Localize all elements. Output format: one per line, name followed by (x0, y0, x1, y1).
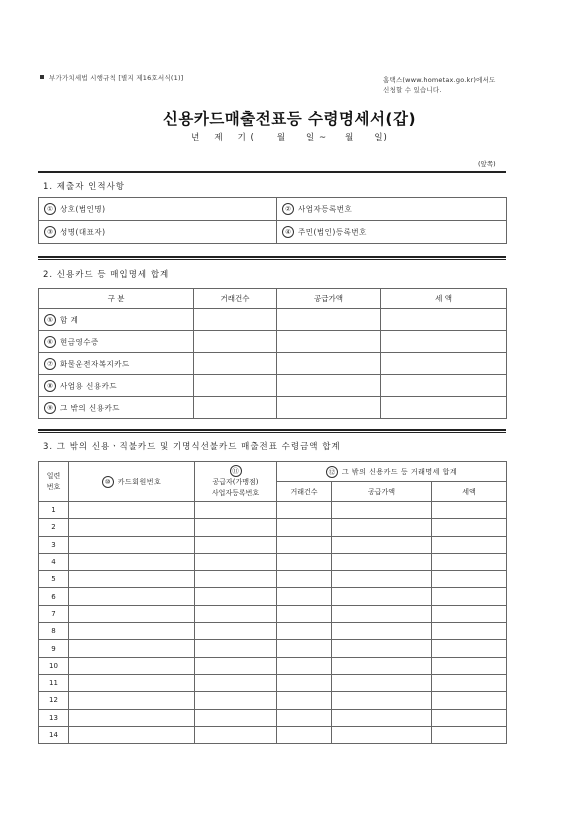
table-row (39, 536, 507, 553)
tax-cell[interactable] (432, 605, 507, 622)
page-title: 신용카드매출전표등 수령명세서(갑) (162, 110, 417, 128)
count-cell[interactable] (277, 502, 332, 519)
supply-amount-cell[interactable] (332, 657, 432, 674)
header-supplier-reg-number (195, 462, 277, 502)
serial-number-cell: 1 (39, 502, 69, 519)
period-day-from: 일 ~ (306, 133, 328, 143)
supply-amount-cell[interactable] (332, 588, 432, 605)
supply-amount-cell[interactable] (332, 502, 432, 519)
period-year: 년 (191, 133, 201, 143)
section3-title: 3. 그 밖의 신용ㆍ직불카드 및 기명식선불카드 매출전표 수령금액 합계 (43, 442, 341, 452)
table-row (39, 309, 507, 331)
supplier-reg-number-cell[interactable] (195, 588, 277, 605)
row-label-text: 그 밖의 신용카드 (60, 403, 120, 412)
section2-table (38, 288, 507, 419)
supply-amount-cell[interactable] (277, 309, 381, 331)
table-row (39, 640, 507, 657)
tax-cell[interactable] (432, 726, 507, 743)
count-cell[interactable] (277, 709, 332, 726)
hometax-note (383, 75, 496, 95)
tax-cell[interactable] (381, 331, 507, 353)
count-cell[interactable] (277, 519, 332, 536)
serial-number-cell: 2 (39, 519, 69, 536)
count-cell[interactable] (277, 536, 332, 553)
section2-top-rule (38, 256, 506, 258)
resident-reg-number-label: 주민(법인)등록번호 (298, 227, 367, 237)
supply-amount-cell[interactable] (277, 353, 381, 375)
row-label (39, 353, 194, 375)
table-row (39, 605, 507, 622)
tax-cell[interactable] (432, 571, 507, 588)
supplier-reg-number-cell[interactable] (195, 502, 277, 519)
header-detail-label: 그 밖의 신용카드 등 거래명세 합계 (341, 467, 458, 476)
card-number-cell[interactable] (69, 709, 195, 726)
serial-number-cell: 5 (39, 571, 69, 588)
count-cell[interactable] (277, 726, 332, 743)
tax-cell[interactable] (432, 536, 507, 553)
card-number-cell[interactable] (69, 588, 195, 605)
card-number-cell[interactable] (69, 553, 195, 570)
tax-cell[interactable] (432, 640, 507, 657)
section3-rows (39, 502, 507, 744)
period-month-from: 월 (276, 133, 287, 143)
card-number-cell[interactable] (69, 726, 195, 743)
count-cell[interactable] (277, 692, 332, 709)
circled-number-7: ⑦ (44, 358, 56, 370)
circled-number-1: ① (44, 203, 56, 215)
serial-number-cell: 9 (39, 640, 69, 657)
supplier-reg-number-cell[interactable] (195, 657, 277, 674)
count-cell[interactable] (194, 331, 277, 353)
tax-cell[interactable] (381, 309, 507, 331)
row-label-text: 사업용 신용카드 (60, 381, 118, 390)
supplier-reg-number-cell[interactable] (195, 726, 277, 743)
supply-amount-cell[interactable] (332, 519, 432, 536)
supplier-reg-number-cell[interactable] (195, 571, 277, 588)
count-cell[interactable] (194, 375, 277, 397)
header-count: 거래건수 (194, 289, 277, 309)
supplier-reg-number-cell[interactable] (195, 519, 277, 536)
card-number-cell[interactable] (69, 623, 195, 640)
period-line (0, 131, 579, 143)
tax-cell[interactable] (432, 588, 507, 605)
header-supplier-line1: 공급자(가맹점) (212, 477, 259, 486)
row-label (39, 375, 194, 397)
card-number-cell[interactable] (69, 502, 195, 519)
header-tax: 세 액 (381, 289, 507, 309)
subheader-tax: 세액 (432, 482, 507, 502)
circled-number-12: ⑫ (326, 466, 338, 478)
page-side-label: (앞쪽) (478, 160, 496, 168)
card-number-cell[interactable] (69, 571, 195, 588)
tax-cell[interactable] (432, 674, 507, 691)
count-cell[interactable] (277, 605, 332, 622)
circled-number-5: ⑤ (44, 314, 56, 326)
hometax-note-line2: 신청할 수 있습니다. (383, 86, 442, 94)
form-reference (40, 73, 183, 82)
tax-cell[interactable] (432, 553, 507, 570)
supplier-reg-number-cell[interactable] (195, 605, 277, 622)
header-category: 구 분 (39, 289, 194, 309)
count-cell[interactable] (277, 657, 332, 674)
table-row (39, 519, 507, 536)
supply-amount-cell[interactable] (277, 331, 381, 353)
card-number-cell[interactable] (69, 605, 195, 622)
section3-table (38, 461, 507, 744)
section1-title: 1. 제출자 인적사항 (43, 182, 125, 192)
circled-number-8: ⑧ (44, 380, 56, 392)
serial-number-cell: 11 (39, 674, 69, 691)
table-row (39, 726, 507, 743)
table-row (39, 692, 507, 709)
count-cell[interactable] (277, 640, 332, 657)
section3-top-rule (38, 429, 506, 431)
supply-amount-cell[interactable] (332, 571, 432, 588)
table-row (39, 331, 507, 353)
row-label (39, 309, 194, 331)
circled-number-11: ⑪ (230, 465, 242, 477)
header-card-label: 카드회원번호 (117, 477, 162, 486)
period-day-to: 일) (374, 133, 388, 143)
supply-amount-cell[interactable] (332, 674, 432, 691)
count-cell[interactable] (277, 571, 332, 588)
table-row (39, 709, 507, 726)
tax-cell[interactable] (432, 519, 507, 536)
card-number-cell[interactable] (69, 640, 195, 657)
header-card-member-number (69, 462, 195, 502)
supplier-reg-number-cell[interactable] (195, 536, 277, 553)
representative-name-field[interactable] (39, 221, 277, 244)
bullet-square-icon (40, 75, 44, 79)
period-month-to: 월 (345, 133, 355, 143)
business-reg-number-label: 사업자등록번호 (298, 204, 353, 214)
supplier-reg-number-cell[interactable] (195, 674, 277, 691)
serial-number-cell: 13 (39, 709, 69, 726)
serial-number-cell: 4 (39, 553, 69, 570)
table-row (39, 375, 507, 397)
serial-number-cell: 14 (39, 726, 69, 743)
hometax-note-line1: 홈택스(www.hometax.go.kr)에서도 (383, 76, 496, 84)
tax-cell[interactable] (432, 657, 507, 674)
supplier-reg-number-cell[interactable] (195, 709, 277, 726)
count-cell[interactable] (277, 553, 332, 570)
period-term: 제 (214, 133, 224, 143)
supply-amount-cell[interactable] (332, 536, 432, 553)
section1-table (38, 197, 507, 244)
header-supply-amount: 공급가액 (277, 289, 381, 309)
serial-number-cell: 3 (39, 536, 69, 553)
serial-number-cell: 7 (39, 605, 69, 622)
supplier-reg-number-cell[interactable] (195, 553, 277, 570)
supply-amount-cell[interactable] (332, 623, 432, 640)
supply-amount-cell[interactable] (332, 692, 432, 709)
tax-cell[interactable] (432, 623, 507, 640)
serial-number-cell: 10 (39, 657, 69, 674)
circled-number-6: ⑥ (44, 336, 56, 348)
supply-amount-cell[interactable] (332, 553, 432, 570)
row-label (39, 331, 194, 353)
business-reg-number-field[interactable] (277, 198, 507, 221)
supply-amount-cell[interactable] (277, 397, 381, 419)
tax-cell[interactable] (432, 502, 507, 519)
trade-name-label: 상호(법인명) (60, 204, 106, 214)
tax-cell[interactable] (432, 692, 507, 709)
circled-number-10: ⑩ (102, 476, 114, 488)
tax-cell[interactable] (381, 397, 507, 419)
section1-top-rule (38, 171, 506, 173)
supplier-reg-number-cell[interactable] (195, 623, 277, 640)
subheader-count: 거래건수 (277, 482, 332, 502)
card-number-cell[interactable] (69, 692, 195, 709)
header-serial-line2: 번호 (46, 482, 61, 491)
table-row (39, 353, 507, 375)
section2-title: 2. 신용카드 등 매입명세 합계 (43, 270, 170, 280)
section2-top-rule-thin (38, 259, 506, 260)
serial-number-cell: 12 (39, 692, 69, 709)
table-row (39, 553, 507, 570)
table-row (39, 397, 507, 419)
serial-number-cell: 8 (39, 623, 69, 640)
card-number-cell[interactable] (69, 536, 195, 553)
tax-cell[interactable] (432, 709, 507, 726)
header-serial-number (39, 462, 69, 502)
table-row (39, 588, 507, 605)
form-reference-text: 부가가치세법 시행규칙 [별지 제16호서식(1)] (49, 74, 184, 82)
count-cell[interactable] (194, 309, 277, 331)
table-row (39, 657, 507, 674)
card-number-cell[interactable] (69, 657, 195, 674)
header-supplier-line2: 사업자등록번호 (211, 488, 260, 497)
supply-amount-cell[interactable] (332, 605, 432, 622)
supply-amount-cell[interactable] (332, 726, 432, 743)
count-cell[interactable] (194, 353, 277, 375)
serial-number-cell: 6 (39, 588, 69, 605)
table-row (39, 571, 507, 588)
row-label-text: 화물운전자복지카드 (60, 359, 130, 368)
circled-number-9: ⑨ (44, 402, 56, 414)
table-row (39, 623, 507, 640)
tax-cell[interactable] (381, 353, 507, 375)
subheader-supply-amount: 공급가액 (332, 482, 432, 502)
circled-number-4: ④ (282, 226, 294, 238)
count-cell[interactable] (194, 397, 277, 419)
period-term-suffix: 기 ( (237, 133, 255, 143)
supplier-reg-number-cell[interactable] (195, 640, 277, 657)
supplier-reg-number-cell[interactable] (195, 692, 277, 709)
supply-amount-cell[interactable] (332, 640, 432, 657)
card-number-cell[interactable] (69, 519, 195, 536)
resident-reg-number-field[interactable] (277, 221, 507, 244)
row-label-text: 합 계 (60, 315, 79, 324)
count-cell[interactable] (277, 588, 332, 605)
header-serial-line1: 일련 (46, 471, 61, 480)
supply-amount-cell[interactable] (277, 375, 381, 397)
count-cell[interactable] (277, 674, 332, 691)
table-row (39, 674, 507, 691)
count-cell[interactable] (277, 623, 332, 640)
representative-name-label: 성명(대표자) (60, 227, 106, 237)
row-label (39, 397, 194, 419)
trade-name-field[interactable] (39, 198, 277, 221)
tax-cell[interactable] (381, 375, 507, 397)
supply-amount-cell[interactable] (332, 709, 432, 726)
circled-number-2: ② (282, 203, 294, 215)
table-row (39, 502, 507, 519)
header-other-card-summary (277, 462, 507, 482)
section3-top-rule-thin (38, 432, 506, 433)
circled-number-3: ③ (44, 226, 56, 238)
card-number-cell[interactable] (69, 674, 195, 691)
row-label-text: 현금영수증 (60, 337, 99, 346)
